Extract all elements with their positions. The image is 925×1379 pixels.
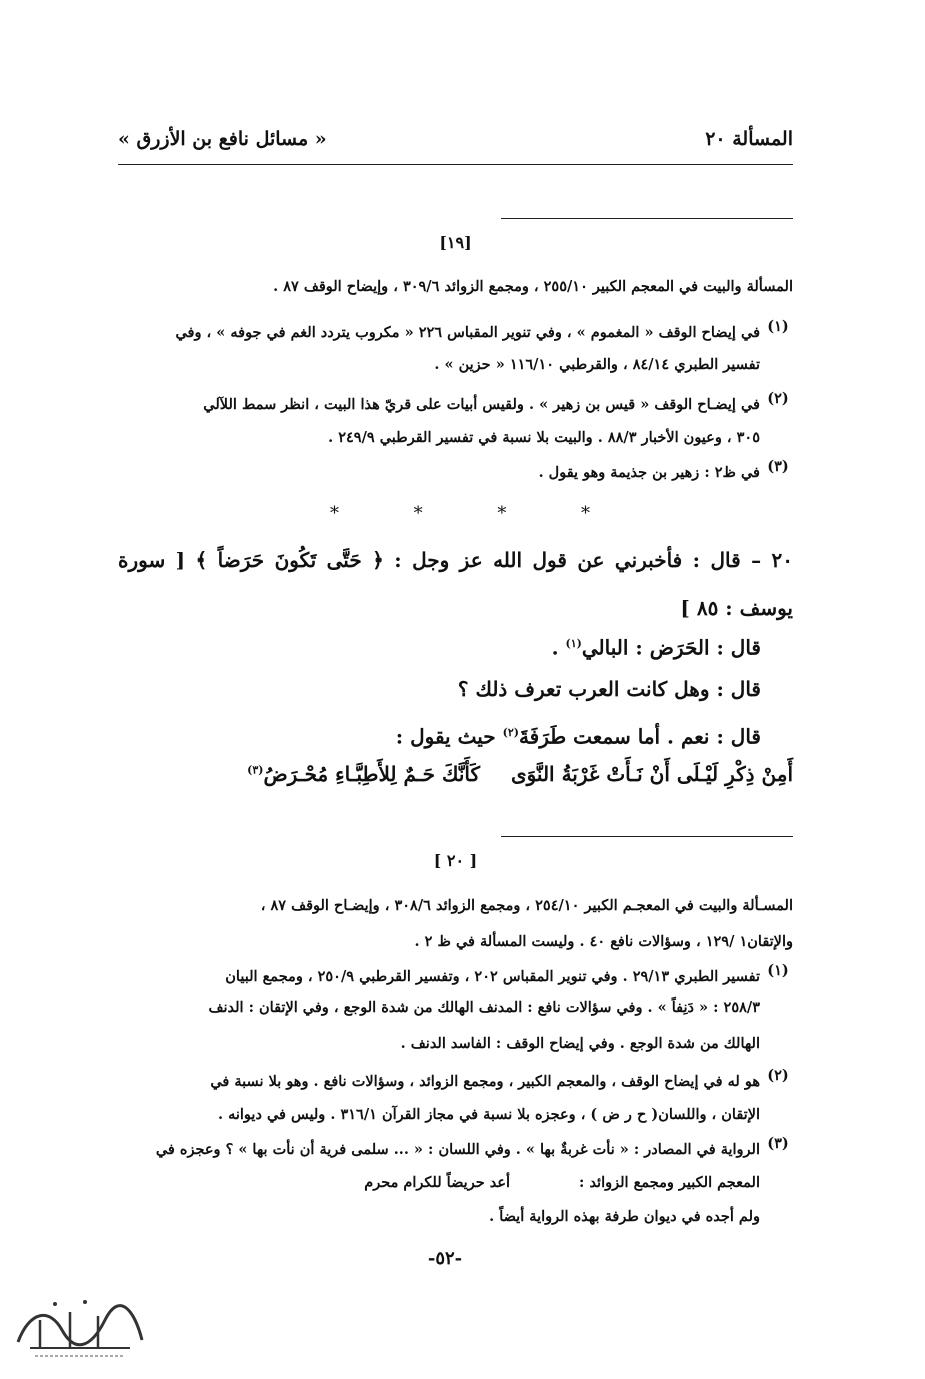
footnote-number: (١) <box>767 962 789 979</box>
footnote-separator <box>501 218 793 219</box>
footnote-line: الإتقان ، واللسان( ح ر ض ) ، وعجزه بلا نسبة في مجاز القرآن ٣١٦/١ . وليس في ديوانه . <box>218 1106 760 1123</box>
footnote-line: ٣٠٥ ، وعيون الأخبار ٨٨/٣ . والبيت بلا نسبة في تفسير القرطبي ٢٤٩/٩ . <box>328 429 760 446</box>
main-text-line: يوسف : ٨٥ ] <box>680 596 793 620</box>
footnote-line: ولم أجده في ديوان طرفة بهذه الرواية أيضاً . <box>489 1208 760 1225</box>
footnote-line: الرواية في المصادر : « نأت غربةٌ بها » . وفي اللسان : « ... سلمى فرية أن نأت بها » ؟ وعجزه في <box>155 1141 760 1158</box>
footnote-separator <box>501 836 793 837</box>
page-number: -٥٢- <box>427 1248 463 1269</box>
star-mark: * <box>330 503 339 524</box>
header-rule <box>118 164 793 165</box>
footnote-line: في إيضاح الوقف « المغموم » ، وفي تنوير المقباس ٢٢٦ « مكروب يتردد الغم في جوفه » ، وفي <box>175 324 760 341</box>
footnote-line: في ظ٢ : زهير بن جذيمة وهو يقول . <box>538 464 760 481</box>
footnote-intro: المسـألة والبيت في المعجـم الكبير ٢٥٤/١٠ ، ومجمع الزوائد ٣٠٨/٦ ، وإيضـاح الوقف ٨٧ ، <box>260 897 793 914</box>
star-mark: * <box>497 503 507 524</box>
footnote-verse: أعد حريضاً للكرام محرم <box>364 1174 510 1191</box>
footnote-line: هو له في إيضاح الوقف ، والمعجم الكبير ، ومجمع الزوائد ، وسؤالات نافع . وهو بلا نسبة في <box>210 1073 760 1090</box>
main-text-line: قال : وهل كانت العرب تعرف ذلك ؟ <box>457 677 761 701</box>
book-title: « مسائل نافع بن الأزرق » <box>118 128 327 150</box>
footnote-number: (١) <box>767 318 789 335</box>
footnote-number: (٢) <box>767 390 789 407</box>
footnote-number: (٣) <box>767 1135 789 1152</box>
footnote-ref: (٢) <box>502 726 519 739</box>
footnote-block-number: [١٩] <box>439 233 472 252</box>
footnote-ref: (٣) <box>247 763 264 777</box>
footnote-line: المعجم الكبير ومجمع الزوائد : <box>579 1174 760 1191</box>
footnote-line: في إيضـاح الوقف « قيس بن زهير » . ولقيس أبيات على قريّ هذا البيت ، انظر سمط اللآلي <box>203 396 760 413</box>
footnote-block-number: [ ٢٠ ] <box>433 851 478 870</box>
footnote-ref: (١) <box>565 637 582 650</box>
footnote-line: تفسير الطبري ٨٤/١٤ ، والقرطبي ١١٦/١٠ « حزين » . <box>434 356 760 373</box>
star-mark: * <box>580 503 590 524</box>
main-text-line: قال : نعم . أما سمعت طَرَفَةَ$^{(٢)}$ حيث يقول : <box>395 724 761 749</box>
section-divider-stars <box>330 503 590 524</box>
footnote-line: تفسير الطبري ٢٩/١٣ . وفي تنوير المقباس ٢٠٢ ، وتفسير القرطبي ٢٥٠/٩ ، ومجمع البيان <box>225 968 760 985</box>
watermark-seal <box>10 1290 150 1365</box>
footnote-line: الهالك من شدة الوجع . وفي إيضاح الوقف : الفاسد الدنف . <box>400 1035 760 1052</box>
footnote-line: ٢٥٨/٣ : « دَنِفاً » . وفي سؤالات نافع : المدنف الهالك من شدة الوجع ، وفي الإتقان : الدنف <box>208 999 760 1016</box>
main-text-line: قال : الحَرَض : البالي$^{(١)}$ . <box>551 635 761 660</box>
verse-first-hemistich: أَمِنْ ذِكْرِ لَيْـلَى أَنْ نَـأَتْ غَرْبَةُ النَّوَى <box>510 762 793 786</box>
main-text-line: ٢٠ – قال : فأخبرني عن قول الله عز وجل : ﴿ حَتَّى تَكُونَ حَرَضاً ﴾ [ سورة <box>118 548 793 572</box>
footnote-number: (٢) <box>767 1067 789 1084</box>
footnote-number: (٣) <box>767 458 789 475</box>
verse-second-hemistich: كَأَنَّكَ حَـمٌ لِلأَطِبَّـاءِ مُحْـرَضُ$^{(٣)}$ <box>247 762 480 786</box>
chapter-heading: المسألة ٢٠ <box>705 128 793 150</box>
footnote-intro: المسألة والبيت في المعجم الكبير ٢٥٥/١٠ ، ومجمع الزوائد ٣٠٩/٦ ، وإيضاح الوقف ٨٧ . <box>273 278 793 295</box>
star-mark: * <box>413 503 423 524</box>
footnote-intro: والإتقان١ /١٢٩ ، وسؤالات نافع ٤٠ . وليست المسألة في ظ ٢ . <box>414 933 793 950</box>
